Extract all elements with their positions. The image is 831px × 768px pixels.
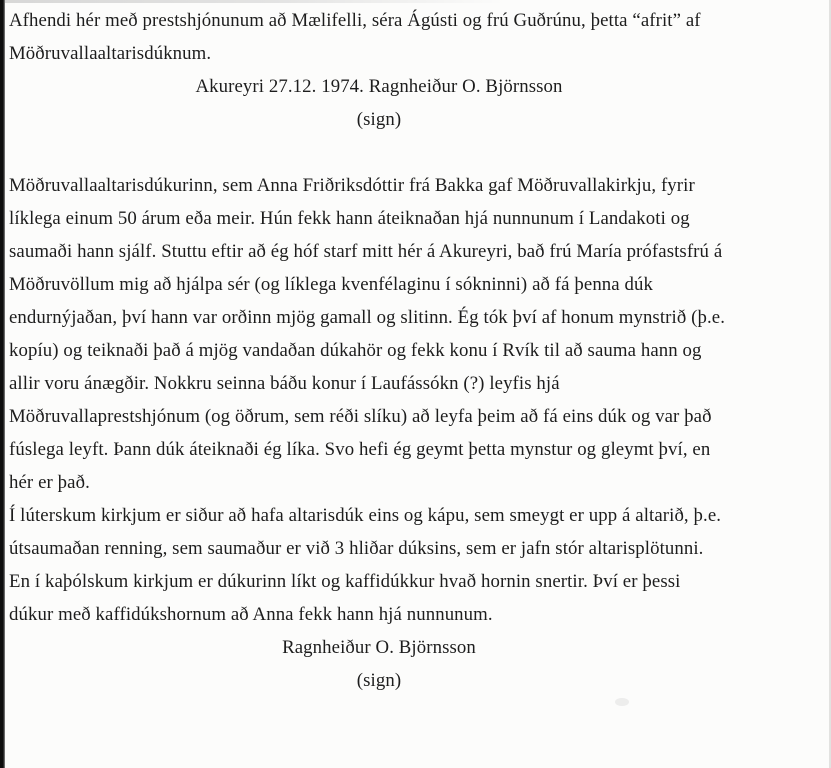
paragraph-spacer bbox=[9, 136, 831, 169]
text-line: Möðruvallaaltarisdúkurinn, sem Anna Friðriksdóttir frá Bakka gaf Möðruvallakirkju, fyrir bbox=[9, 175, 695, 196]
text-line: Möðruvallaaltarisdúknum. bbox=[9, 43, 212, 64]
paragraph-church-customs bbox=[9, 499, 831, 631]
text-line: Möðruvöllum mig að hjálpa sér (og líklega kvenfélaginu í sókninni) að fá þenna dúk bbox=[9, 274, 654, 295]
text-line: saumaði hann sjálf. Stuttu eftir að ég hóf starf mitt hér á Akureyri, bað frú María prófastsfrú á bbox=[9, 241, 723, 262]
signature-name: Ragnheiður O. Björnsson bbox=[282, 637, 476, 658]
text-line: Í lúterskum kirkjum er siður að hafa altarisdúk eins og kápu, sem smeygt er upp á altarið, þ.e. bbox=[9, 505, 722, 526]
text-line: endurnýjaðan, því hann var orðinn mjög gamall og slitinn. Ég tók því af honum mynstrið (þ.e. bbox=[9, 307, 725, 328]
sign-annotation: (sign) bbox=[356, 670, 402, 691]
text-line: fúslega leyft. Þann dúk áteiknaði ég líka. Svo hefi ég geymt þetta mynstur og gleymt því, en bbox=[9, 439, 711, 460]
text-line: líklega einum 50 árum eða meir. Hún fekk hann áteiknaðan hjá nunnunum í Landakoti og bbox=[9, 208, 690, 229]
paragraph-history bbox=[9, 169, 831, 499]
text-line: Afhendi hér með prestshjónunum að Mælifelli, séra Ágústi og frú Guðrúnu, þetta “afrit” af bbox=[9, 10, 701, 31]
text-line: En í kaþólskum kirkjum er dúkurinn líkt og kaffidúkkur hvað hornin snertir. Því er þessi bbox=[9, 571, 681, 592]
sign-annotation: (sign) bbox=[356, 109, 402, 130]
scanner-edge-artifact-top bbox=[0, 0, 505, 3]
signature-block-1 bbox=[9, 70, 749, 136]
text-line: allir voru ánægðir. Nokkru seinna báðu konur í Laufássókn (?) leyfis hjá bbox=[9, 373, 560, 394]
text-line: hér er það. bbox=[9, 472, 90, 493]
scan-smudge-artifact bbox=[615, 698, 629, 706]
signature-block-2 bbox=[9, 631, 749, 697]
scanner-edge-artifact-left bbox=[0, 0, 5, 768]
text-line: útsaumaðan renning, sem saumaður er við 3 hliðar dúksins, sem er jafn stór altarisplötunni. bbox=[9, 538, 704, 559]
paragraph-delivery-note bbox=[9, 4, 831, 70]
text-line: kopíu) og teiknaði það á mjög vandaðan dúkahör og fekk konu í Rvík til að sauma hann og bbox=[9, 340, 702, 361]
text-line: Möðruvallaprestshjónum (og öðrum, sem réði slíku) að leyfa þeim að fá eins dúk og var það bbox=[9, 406, 712, 427]
text-line: dúkur með kaffidúkshornum að Anna fekk hann hjá nunnunum. bbox=[9, 604, 493, 625]
date-signature-line: Akureyri 27.12. 1974. Ragnheiður O. Björnsson bbox=[195, 76, 563, 97]
